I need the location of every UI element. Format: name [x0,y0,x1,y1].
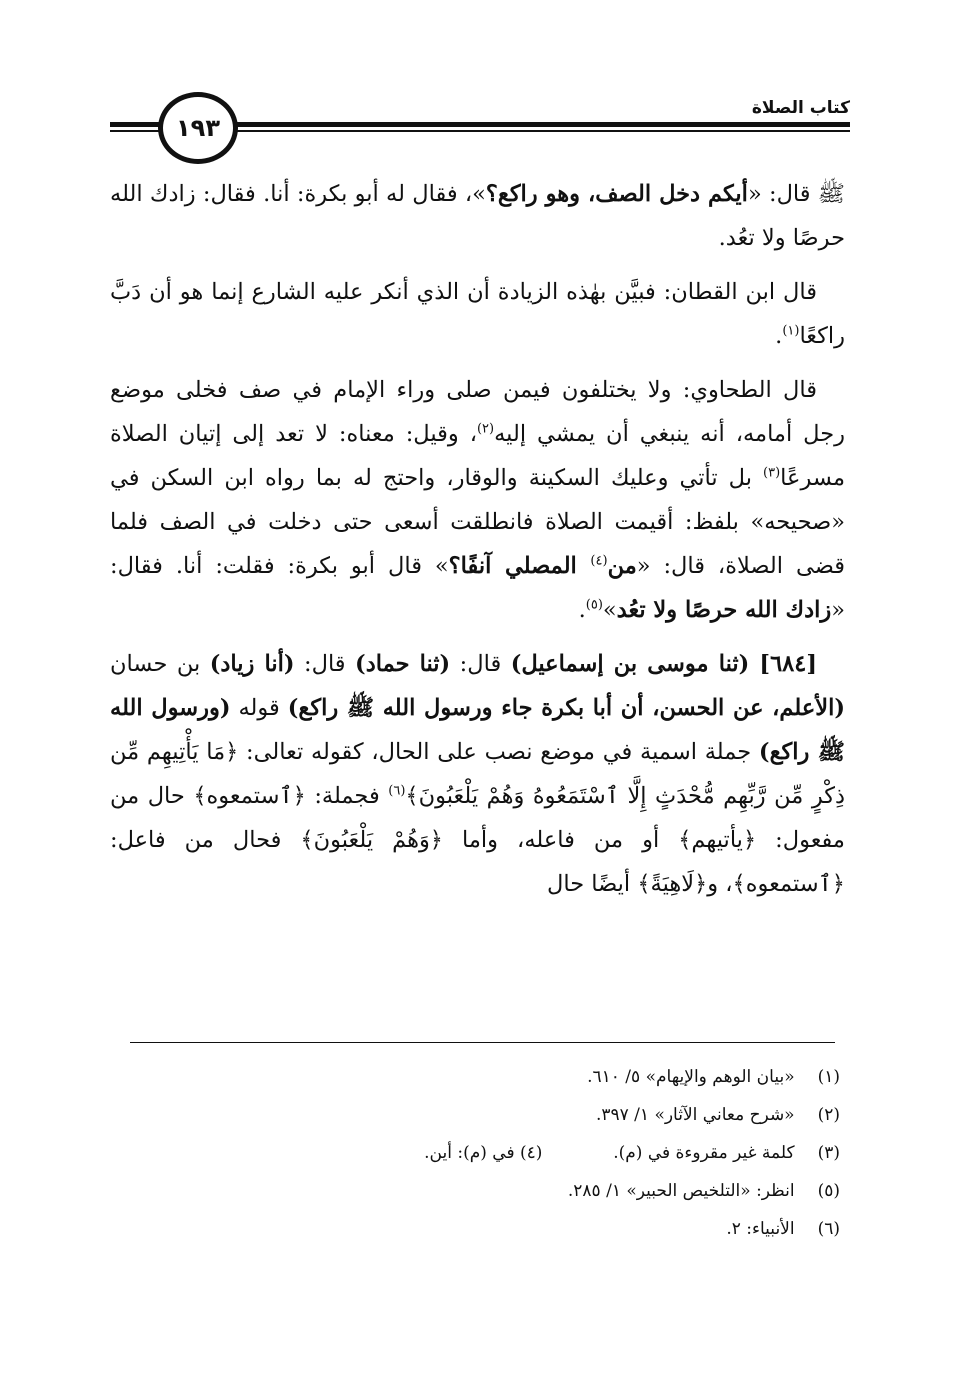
bold-quote: زادك الله حرصًا ولا تعُد [616,597,832,623]
footnote-marker: (١) [782,323,800,339]
footnote-6 [110,1210,840,1248]
text-span: » قال أبو بكرة: فقلت: أنا. فقال: « [110,553,845,623]
text-span: بن حسان [110,651,210,677]
paragraph-4 [110,642,845,906]
bold-quote: المصلي آنفًا؟ [448,553,591,579]
footnote-number: (٣) [817,1143,840,1163]
footnote-number: (٦) [817,1219,840,1239]
running-title: كتاب الصلاة [742,98,850,118]
bold-quote: أيكم دخل الصف، وهو راكع؟ [485,181,748,207]
text-span: ﷺ قال: « [747,181,845,207]
paragraph-2 [110,270,845,358]
page-number-badge [158,92,238,164]
text-span: ، وقيل: معناه: لا تعد إلى إتيان الصلاة مسرعًا [110,421,845,491]
footnote-number-4: (٤) [519,1143,543,1163]
bold-quote: (الأعلم، عن الحسن، أن أبا بكرة جاء ورسول الله ﷺ راكع) [287,695,846,721]
footnote-text: الأنبياء: ٢. [726,1219,795,1239]
bold-quote: (أنا زياد) [209,651,295,677]
text-span: جملة اسمية في موضع نصب على الحال، كقوله تعالى: ﴿مَا يَأْتِيهِم مِّن ذِكْرٍ مِّن رَّبِّهِم مُّحْدَثٍ إِلَّا ٱسْتَمَعُوهُ وَهُمْ يَلْعَبُونَ﴾ [110,739,846,809]
paragraph-3 [110,368,845,632]
text-span: قال ابن القطان: فبيَّن بهٰذه الزيادة أن الذي أنكر عليه الشارع إنما هو أن دَبَّ راكعًا [110,279,845,349]
main-text [110,172,845,916]
text-span: فجملة: ﴿ٱستمعوه﴾ حال من مفعول: ﴿يأتيهم﴾ أو من فاعله، وأما ﴿وَهُمْ يَلْعَبُونَ﴾ فحال من فاعل: ﴿ٱستمعوه﴾، و﴿لَاهِيَةً﴾ أيضًا حال [110,783,845,897]
text-span: » [602,597,617,623]
footnote-2 [110,1096,840,1134]
page-number: ١٩٣ [176,114,220,142]
footnote-text: كلمة غير مقروءة في (م). [613,1143,795,1163]
footnote-number: (٥) [817,1181,840,1201]
text-span: »، فقال له أبو بكرة: أنا. فقال: زادك الله حرصًا ولا تعُد. [110,181,845,251]
text-span: قال الطحاوي: ولا يختلفون فيمن صلى وراء الإمام في صف فخلى موضع رجل أمامه، أنه ينبغي أن يمشي إليه [110,377,845,447]
footnote-1 [110,1058,840,1096]
footnote-number: (٢) [817,1105,840,1125]
footnote-text-4: في (م): أين. [424,1143,515,1163]
footnote-marker: (٦) [388,783,406,799]
footnote-5 [110,1172,840,1210]
bold-quote: (ثنا حماد) [355,651,451,677]
bold-quote: (ورسول الله ﷺ راكع) [110,695,845,765]
footnote-separator [130,1042,835,1043]
footnotes [110,1058,840,1248]
footnote-3 [110,1134,840,1172]
hadith-number: [٦٨٤] (ثنا موسى بن إسماعيل) [510,651,818,677]
paragraph-1 [110,172,845,260]
footnote-marker: (٥) [585,597,603,613]
text-span: . [775,323,783,349]
text-span: قال: [450,651,511,677]
text-span: . [578,597,586,623]
footnote-text: انظر: «التلخيص الحبير» ١/ ٢٨٥. [567,1181,795,1201]
footnote-text: «شرح معاني الآثار» ١/ ٣٩٧. [595,1105,795,1125]
page-header [110,92,850,162]
footnote-marker: (٣) [763,465,781,481]
text-span: قال: [294,651,356,677]
footnote-marker: (٤) [590,553,608,569]
footnote-number: (١) [817,1067,840,1087]
bold-quote: من [607,553,637,579]
text-span: قوله [230,695,288,721]
text-span: بل تأتي وعليك السكينة والوقار، واحتج له بما رواه ابن السكن في «صحيحه» بلفظ: أقيمت الصلاة فانطلقت أسعى حتى دخلت في الصف فلما قضى الصلاة، قال: « [110,465,845,579]
footnote-marker: (٢) [476,421,495,437]
footnote-text: «بيان الوهم والإيهام» ٥/ ٦١٠. [587,1067,795,1087]
